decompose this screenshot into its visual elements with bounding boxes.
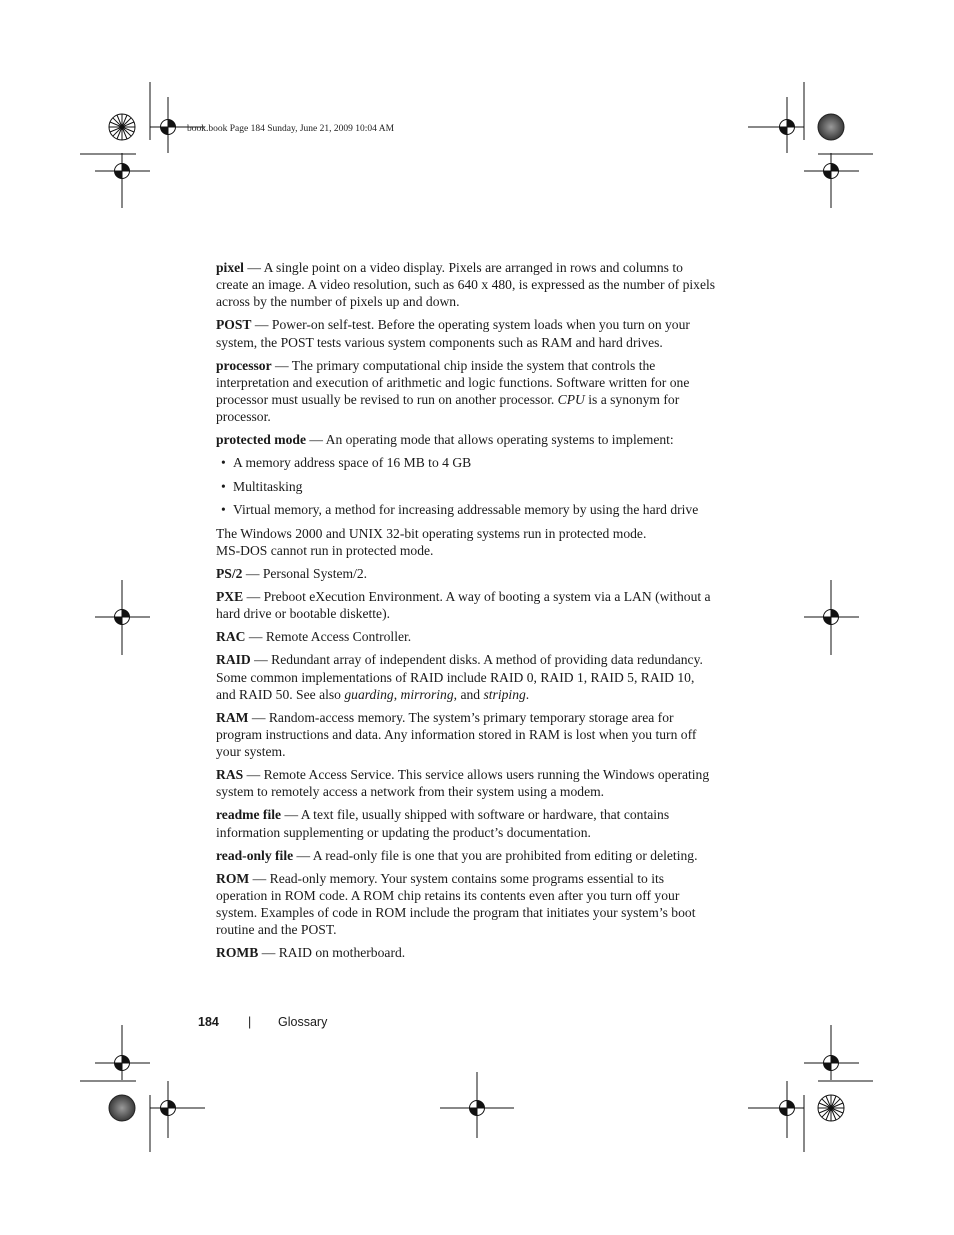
term-separator: —: [258, 945, 279, 961]
glossary-entry-rac: [216, 628, 716, 645]
definition-text: is a synonym for processor.: [216, 392, 680, 425]
glossary-term: RAS: [216, 767, 244, 783]
definition-text: , and: [453, 686, 484, 702]
glossary-entry-ram: [216, 709, 716, 761]
list-item-text: A memory address space of 16 MB to 4 GB: [233, 455, 472, 471]
glossary-entry-romb: [216, 944, 716, 961]
definition-text: A read-only file is one that you are prohibited from editing or deleting.: [312, 847, 698, 863]
glossary-entry-protected-mode: [216, 431, 716, 448]
definition-text: RAID on motherboard.: [278, 945, 406, 961]
page-number: 184: [198, 1015, 219, 1029]
definition-text: The primary computational chip inside the system that controls the interpretation and execution of arithmetic and logic functions. Software written for one processor must usually be revised to run on another processor.: [216, 357, 690, 408]
definition-text: A text file, usually shipped with software or hardware, that contains information supplementing or updating the product’s documentation.: [216, 807, 670, 840]
glossary-entry-ps-2: [216, 565, 716, 582]
definition-text: ,: [393, 686, 401, 702]
term-separator: —: [281, 807, 301, 823]
glossary-entry-processor: [216, 357, 716, 426]
protected-mode-note-line-1: The Windows 2000 and UNIX 32-bit operating systems run in protected mode.: [216, 526, 647, 541]
term-separator: —: [293, 847, 313, 863]
protected-mode-features-list: [216, 454, 716, 518]
glossary-term: pixel: [216, 260, 244, 275]
list-item: [216, 478, 716, 495]
term-separator: —: [243, 260, 264, 275]
term-separator: —: [243, 767, 264, 783]
glossary-entry-raid: [216, 651, 716, 703]
glossary-entry-ras: [216, 766, 716, 800]
definition-emphasis: guarding: [344, 686, 394, 702]
glossary-term: protected mode: [216, 432, 306, 448]
list-item-text: Multitasking: [233, 478, 303, 494]
list-item-text: Virtual memory, a method for increasing addressable memory by using the hard drive: [233, 502, 699, 518]
glossary-entries-group-2: [216, 565, 716, 961]
term-separator: —: [271, 357, 292, 373]
term-separator: —: [249, 870, 270, 886]
protected-mode-note: [216, 525, 716, 559]
term-separator: —: [245, 629, 266, 645]
glossary-entry-rom: [216, 870, 716, 939]
glossary-entry-post: [216, 316, 716, 350]
glossary-term: PS/2: [216, 566, 243, 582]
term-separator: —: [242, 566, 263, 582]
definition-text: Power-on self-test. Before the operating system loads when you turn on your system, the POST tests various system components such as RAM and hard drives.: [216, 317, 690, 350]
definition-emphasis: CPU: [557, 392, 585, 408]
definition-text: A single point on a video display. Pixels are arranged in rows and columns to create an image. A video resolution, such as 640 x 480, is expressed as the number of pixels across by the number of pixels up and down.: [216, 260, 716, 310]
glossary-term: POST: [216, 317, 252, 333]
list-item: [216, 454, 716, 471]
glossary-term: PXE: [216, 589, 244, 605]
term-separator: —: [305, 432, 326, 448]
bullet-icon: •: [221, 455, 226, 471]
print-header: book.book Page 184 Sunday, June 21, 2009 10:04 AM: [187, 124, 395, 134]
glossary-entry-read-only-file: [216, 847, 716, 864]
term-separator: —: [251, 317, 272, 333]
glossary-term: read-only file: [216, 847, 294, 863]
glossary-entry-pxe: [216, 588, 716, 622]
term-separator: —: [250, 652, 272, 668]
section-title: Glossary: [278, 1015, 328, 1029]
protected-mode-note-line-2: MS-DOS cannot run in protected mode.: [216, 543, 434, 559]
definition-text: Redundant array of independent disks. A method of providing data redundancy. Some common implementations of RAID include RAID 0, RAID 1, RAID 5, RAID 10, and RAID 50. See also: [216, 652, 703, 702]
glossary-entry-readme-file: [216, 806, 716, 840]
definition-text: Remote Access Service. This service allows users running the Windows operating system to remotely access a network from their system using a modem.: [216, 767, 710, 800]
glossary-entries-group-1: [216, 259, 716, 448]
definition-text: Preboot eXecution Environment. A way of booting a system via a LAN (without a hard drive or bootable diskette).: [216, 589, 711, 622]
glossary-entry-pixel: [216, 259, 716, 311]
list-item: [216, 501, 716, 518]
footer-separator: |: [248, 1015, 252, 1029]
glossary-term: RAID: [216, 652, 251, 668]
term-separator: —: [243, 589, 264, 605]
glossary-term: RAM: [216, 709, 249, 725]
bullet-icon: •: [221, 478, 226, 494]
definition-emphasis: mirroring: [400, 686, 454, 702]
glossary-term: readme file: [216, 807, 282, 823]
definition-text: Personal System/2.: [262, 566, 368, 582]
definition-text: Remote Access Controller.: [265, 629, 412, 645]
definition-text: An operating mode that allows operating systems to implement:: [325, 432, 674, 448]
glossary-content: [216, 259, 716, 967]
definition-text: Random-access memory. The system’s primary temporary storage area for program instructions and data. Any information stored in RAM is lost when you turn off your system.: [216, 709, 697, 760]
glossary-term: ROM: [216, 870, 250, 886]
glossary-term: RAC: [216, 629, 246, 645]
definition-emphasis: striping: [483, 686, 526, 702]
glossary-term: ROMB: [216, 945, 259, 961]
definition-text: .: [525, 686, 530, 702]
glossary-term: processor: [216, 357, 272, 373]
bullet-icon: •: [221, 502, 226, 518]
term-separator: —: [248, 709, 269, 725]
definition-text: Read-only memory. Your system contains some programs essential to its operation in ROM code. A ROM chip retains its contents even after you turn off your system. Examples of code in ROM include the program that initiates your system’s boot routine and the POST.: [216, 870, 696, 938]
